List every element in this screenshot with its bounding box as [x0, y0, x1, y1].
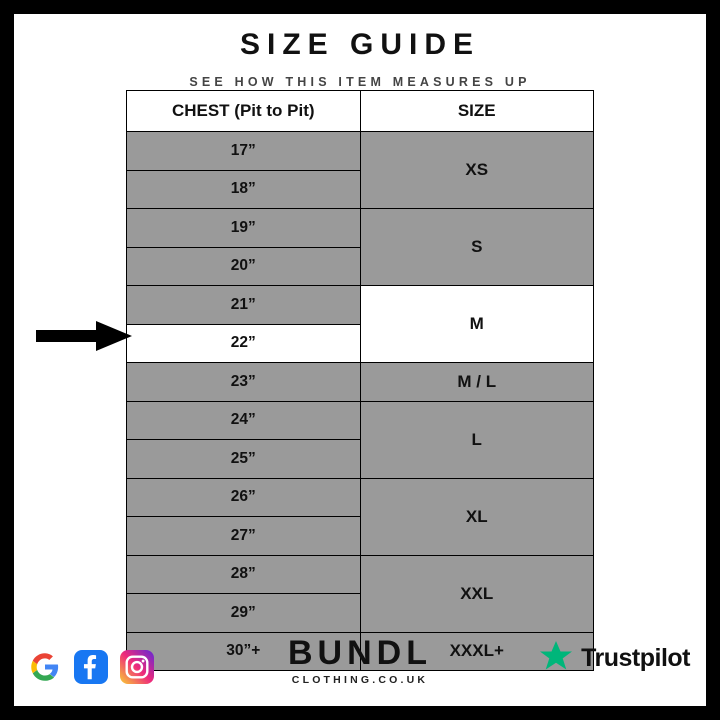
table-header: [127, 91, 594, 132]
table-header-row: [127, 91, 594, 132]
size-value: S: [360, 209, 594, 286]
trustpilot-star-icon: [539, 639, 573, 678]
size-value: M / L: [360, 363, 594, 402]
page-title: SIZE GUIDE: [239, 28, 481, 61]
table-row: [127, 209, 594, 248]
table-row: [127, 363, 594, 402]
size-value: XS: [360, 132, 594, 209]
chest-value: 20”: [127, 247, 361, 286]
chest-value: 23”: [127, 363, 361, 402]
chest-value: 18”: [127, 170, 361, 209]
header-chest: CHEST (Pit to Pit): [127, 91, 361, 132]
header-size: SIZE: [360, 91, 594, 132]
trustpilot-badge[interactable]: [539, 639, 690, 678]
table-row: [127, 401, 594, 440]
chest-value: 29”: [127, 594, 361, 633]
page-subtitle: SEE HOW THIS ITEM MEASURES UP: [189, 75, 531, 89]
chest-value: 26”: [127, 478, 361, 517]
table-row: [127, 132, 594, 171]
table-row: [127, 555, 594, 594]
size-value: XXXL+: [360, 632, 594, 671]
chest-value: 27”: [127, 517, 361, 556]
footer: [14, 618, 706, 692]
size-table: [126, 90, 594, 671]
table-row: [127, 478, 594, 517]
table-row: [127, 286, 594, 325]
chest-value: 19”: [127, 209, 361, 248]
chest-value: 21”: [127, 286, 361, 325]
size-guide-card: [14, 14, 706, 706]
size-value: L: [360, 401, 594, 478]
chest-value: 25”: [127, 440, 361, 479]
chest-value: 28”: [127, 555, 361, 594]
size-value-highlighted: M: [360, 286, 594, 363]
right-arrow-icon: [36, 321, 132, 351]
brand-website: CLOTHING.CO.UK: [291, 674, 429, 686]
brand-name: BUNDL: [288, 634, 432, 672]
table-body: [127, 132, 594, 671]
chest-value: 17”: [127, 132, 361, 171]
size-table-wrapper: [126, 90, 594, 671]
size-value: XXL: [360, 555, 594, 632]
chest-value: 24”: [127, 401, 361, 440]
trustpilot-label: Trustpilot: [581, 644, 690, 672]
size-value: XL: [360, 478, 594, 555]
chest-value: 30”+: [127, 632, 361, 671]
chest-value-highlighted: 22”: [127, 324, 361, 363]
